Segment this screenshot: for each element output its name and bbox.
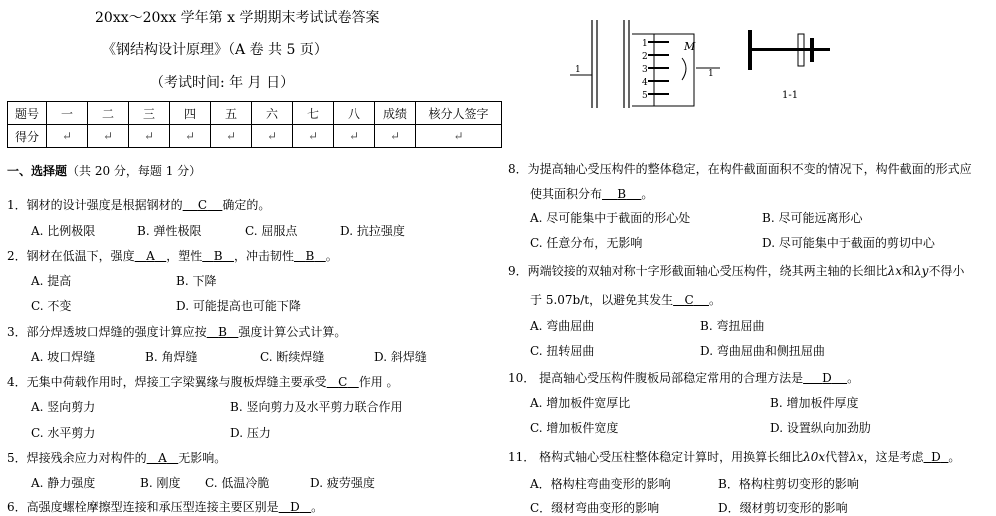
answer-text: D: [822, 371, 832, 385]
question-9: [508, 262, 964, 279]
question-1: [7, 196, 270, 213]
table-cell: 四: [170, 102, 211, 125]
answer-text: D: [290, 500, 300, 514]
table-cell: 成绩: [375, 102, 416, 125]
question-stem: 4．无集中荷载作用时，焊接工字梁翼缘与腹板焊缝主要承受: [7, 375, 327, 389]
question-5: [7, 449, 226, 466]
question-10: [508, 369, 859, 386]
table-cell: 得分: [8, 125, 47, 148]
option: C. 屈服点: [245, 224, 298, 238]
option: A．格构柱弯曲变形的影响: [530, 477, 671, 491]
question-tail: 。: [948, 450, 961, 464]
table-cell: 八: [334, 102, 375, 125]
answer-blank: [279, 500, 312, 514]
answer-blank: [327, 375, 359, 389]
question-stem: 11． 格构式轴心受压柱整体稳定计算时，用换算长细比: [508, 450, 804, 464]
option: D. 可能提高也可能下降: [176, 299, 301, 313]
question-stem: 8．为提高轴心受压构件的整体稳定，在构件截面面积不变的情况下，构件截面的形式应: [508, 162, 972, 176]
score-table-score-row: [8, 125, 502, 148]
score-table: [7, 101, 502, 148]
table-cell: 二: [88, 102, 129, 125]
score-cell[interactable]: ↵: [252, 125, 293, 148]
answer-blank: [207, 325, 239, 339]
section-note: （共 20 分，每题 1 分）: [67, 164, 202, 178]
answer-text: B: [305, 249, 315, 263]
answer-text: C: [197, 198, 208, 212]
question-tail: 无影响。: [178, 451, 227, 465]
question-tail: 。: [641, 187, 654, 201]
answer-blank: [924, 450, 949, 464]
question-stem: 2．钢材在低温下，强度: [7, 249, 135, 263]
option: A. 坡口焊缝: [31, 350, 96, 364]
score-cell[interactable]: ↵: [211, 125, 252, 148]
option: A. 增加板件宽厚比: [530, 396, 631, 410]
question-3: [7, 323, 346, 340]
section-mark: 1: [708, 69, 714, 79]
option: A. 竖向剪力: [31, 400, 96, 414]
exam-title: 20xx～20xx 学年第 x 学期期末考试试卷答案: [95, 10, 380, 26]
score-cell[interactable]: ↵: [88, 125, 129, 148]
question-stem: 9．两端铰接的双轴对称十字形截面轴心受压构件，绕其两主轴的长细比: [508, 264, 888, 278]
answer-blank: [135, 249, 167, 263]
table-cell: 核分人签字: [416, 102, 502, 125]
question-tail: 。: [325, 249, 338, 263]
question-stem: 6．高强度螺栓摩擦型连接和承压型连接主要区别是: [7, 500, 279, 514]
option: C. 不变: [31, 299, 72, 313]
option: B. 弯扭屈曲: [700, 319, 765, 333]
option: C．缀材弯曲变形的影响: [530, 501, 660, 515]
option: B. 增加板件厚度: [770, 396, 859, 410]
question-tail: ，塑性: [166, 249, 203, 263]
answer-text: B: [218, 325, 227, 339]
option: D. 疲劳强度: [310, 476, 375, 490]
moment-label: M: [684, 40, 696, 53]
question-stem: 于 5.07b/t，以避免其发生: [530, 293, 674, 307]
table-cell: 题号: [8, 102, 47, 125]
section-mark: 1: [575, 65, 581, 75]
question-2: [7, 247, 338, 264]
option: A. 提高: [31, 274, 72, 288]
symbol-lambda-y: λy: [914, 264, 929, 278]
question-stem: 使其面积分布: [530, 187, 603, 201]
option: C. 任意分布，无影响: [530, 236, 643, 250]
question-tail: 强度计算公式计算。: [238, 325, 347, 339]
option: D. 抗拉强度: [340, 224, 405, 238]
section-heading: [7, 162, 201, 179]
table-cell: 六: [252, 102, 293, 125]
question-stem: 1．钢材的设计强度是根据钢材的: [7, 198, 183, 212]
question-tail: 确定的。: [222, 198, 271, 212]
answer-blank: [202, 249, 234, 263]
answer-blank: [602, 187, 641, 201]
question-8: [508, 160, 972, 177]
answer-text: B: [617, 187, 627, 201]
connection-figure: [570, 20, 840, 110]
bolt-label: 1: [642, 39, 648, 49]
course-title: 《钢结构设计原理》（A 卷 共 5 页）: [102, 42, 328, 58]
answer-text: D: [931, 450, 941, 464]
question-stem: 5．焊接残余应力对构件的: [7, 451, 147, 465]
option: B. 尽可能远离形心: [762, 211, 863, 225]
option: D. 尽可能集中于截面的剪切中心: [762, 236, 935, 250]
question-6: [7, 498, 323, 515]
question-8-line2: [530, 185, 653, 202]
question-stem: 3．部分焊透坡口焊缝的强度计算应按: [7, 325, 207, 339]
bolt-label: 5: [642, 91, 648, 101]
answer-text: A: [146, 249, 155, 263]
answer-blank: [147, 451, 179, 465]
score-cell[interactable]: ↵: [334, 125, 375, 148]
question-tail: 。: [847, 371, 860, 385]
score-cell[interactable]: ↵: [47, 125, 88, 148]
score-cell[interactable]: ↵: [416, 125, 502, 148]
table-cell: 三: [129, 102, 170, 125]
question-11: [508, 448, 960, 465]
question-stem: 不得小: [928, 264, 965, 278]
answer-text: C: [338, 375, 348, 389]
score-cell[interactable]: ↵: [293, 125, 334, 148]
table-cell: 七: [293, 102, 334, 125]
answer-text: A: [158, 451, 167, 465]
option: B. 下降: [176, 274, 217, 288]
option: D．缀材剪切变形的影响: [718, 501, 848, 515]
option: B．格构柱剪切变形的影响: [718, 477, 859, 491]
option: C. 水平剪力: [31, 426, 96, 440]
option: D. 设置纵向加劲肋: [770, 421, 871, 435]
option: D. 弯曲屈曲和侧扭屈曲: [700, 344, 825, 358]
question-tail: ，冲击韧性: [233, 249, 294, 263]
score-cell[interactable]: ↵: [129, 125, 170, 148]
section-label: 1-1: [782, 90, 799, 101]
question-stem: 和: [902, 264, 915, 278]
bolt-label: 4: [642, 78, 648, 88]
option: A. 静力强度: [31, 476, 96, 490]
question-stem: ，这是考虑: [863, 450, 924, 464]
bolt-label: 3: [642, 65, 648, 75]
option: A. 比例极限: [31, 224, 96, 238]
section-title: 一、选择题: [7, 164, 68, 178]
option: B. 刚度: [140, 476, 181, 490]
question-tail: 作用 。: [358, 375, 399, 389]
option: B. 竖向剪力及水平剪力联合作用: [230, 400, 403, 414]
symbol-lambda-0x: λ0x: [803, 450, 826, 464]
answer-blank: [294, 249, 326, 263]
answer-text: B: [213, 249, 223, 263]
question-tail: 。: [311, 500, 324, 514]
symbol-lambda-x: λx: [849, 450, 864, 464]
option: C. 断续焊缝: [260, 350, 325, 364]
option: D. 斜焊缝: [374, 350, 427, 364]
option: D. 压力: [230, 426, 271, 440]
option: A. 弯曲屈曲: [530, 319, 595, 333]
option: B. 角焊缝: [145, 350, 198, 364]
symbol-lambda-x: λx: [887, 264, 903, 278]
option: C. 扭转屈曲: [530, 344, 595, 358]
score-cell[interactable]: ↵: [375, 125, 416, 148]
score-cell[interactable]: ↵: [170, 125, 211, 148]
question-4: [7, 373, 399, 390]
option: C. 低温冷脆: [205, 476, 270, 490]
question-9-line2: [530, 291, 721, 308]
question-stem: 10． 提高轴心受压构件腹板局部稳定常用的合理方法是: [508, 371, 804, 385]
score-table-header-row: [8, 102, 502, 125]
table-cell: 五: [211, 102, 252, 125]
exam-time: （考试时间: 年 月 日）: [150, 75, 295, 91]
option: A. 尽可能集中于截面的形心处: [530, 211, 691, 225]
answer-blank: [673, 293, 709, 307]
answer-text: C: [684, 293, 694, 307]
answer-blank: [183, 198, 223, 212]
question-tail: 。: [709, 293, 722, 307]
bolt-label: 2: [642, 52, 648, 62]
table-cell: 一: [47, 102, 88, 125]
option: C. 增加板件宽度: [530, 421, 619, 435]
question-stem: 代替: [825, 450, 850, 464]
option: B. 弹性极限: [137, 224, 202, 238]
answer-blank: [803, 371, 847, 385]
